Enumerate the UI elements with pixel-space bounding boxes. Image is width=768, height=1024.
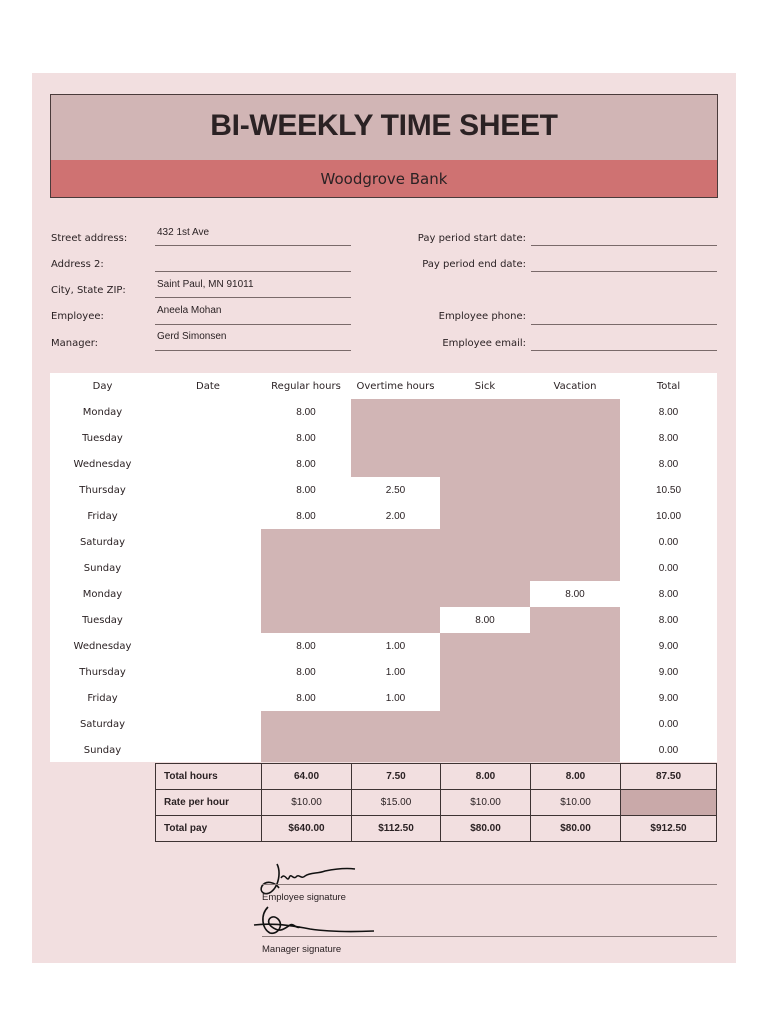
sick-cell[interactable] <box>440 451 530 477</box>
summary-total-hours-sick: 8.00 <box>440 763 531 790</box>
date-cell[interactable] <box>155 529 261 555</box>
manager-label: Manager: <box>51 338 99 349</box>
day-cell: Sunday <box>83 744 122 756</box>
company-name: Woodgrove Bank <box>320 170 448 188</box>
total-cell: 9.00 <box>658 692 679 704</box>
regular-hours-cell[interactable] <box>261 737 351 763</box>
sick-cell[interactable] <box>440 711 530 737</box>
total-cell: 8.00 <box>658 432 679 444</box>
overtime-hours-cell[interactable]: 1.00 <box>385 692 406 704</box>
sick-cell[interactable] <box>440 477 530 503</box>
date-cell[interactable] <box>155 503 261 529</box>
day-cell: Wednesday <box>73 640 132 652</box>
regular-hours-cell[interactable]: 8.00 <box>296 692 316 704</box>
vacation-cell[interactable] <box>530 659 620 685</box>
summary-total-pay-sick: $80.00 <box>440 815 531 842</box>
summary-total-hours-total: 87.50 <box>620 763 717 790</box>
sick-cell[interactable] <box>440 737 530 763</box>
regular-hours-cell[interactable]: 8.00 <box>296 458 316 470</box>
overtime-hours-cell[interactable] <box>351 607 440 633</box>
date-cell[interactable] <box>155 581 261 607</box>
date-cell[interactable] <box>155 399 261 425</box>
regular-hours-cell[interactable]: 8.00 <box>296 666 316 678</box>
overtime-hours-cell[interactable]: 1.00 <box>385 666 406 678</box>
overtime-hours-cell[interactable] <box>351 737 440 763</box>
sick-cell[interactable] <box>440 503 530 529</box>
title-banner <box>50 94 718 162</box>
employee-signature-line <box>262 884 717 885</box>
sick-cell[interactable] <box>440 581 530 607</box>
summary-total-pay-regular: $640.00 <box>261 815 352 842</box>
total-cell: 0.00 <box>658 536 679 548</box>
date-cell[interactable] <box>155 633 261 659</box>
overtime-hours-cell[interactable] <box>351 555 440 581</box>
summary-rate-per-hour-sick[interactable]: $10.00 <box>440 789 531 816</box>
pay-period-start-line <box>531 245 717 246</box>
city-state-zip-value[interactable]: Saint Paul, MN 91011 <box>157 279 254 290</box>
overtime-hours-cell[interactable] <box>351 529 440 555</box>
company-banner <box>50 160 718 198</box>
employee-signature-label: Employee signature <box>262 892 346 903</box>
vacation-cell[interactable] <box>530 477 620 503</box>
day-cell: Tuesday <box>82 614 123 626</box>
summary-total-hours-vacation: 8.00 <box>530 763 621 790</box>
summary-total-hours-overtime: 7.50 <box>351 763 441 790</box>
regular-hours-cell[interactable] <box>261 529 351 555</box>
vacation-cell[interactable] <box>530 555 620 581</box>
total-cell: 10.00 <box>655 510 682 522</box>
day-cell: Friday <box>87 692 118 704</box>
vacation-cell[interactable] <box>530 451 620 477</box>
overtime-hours-cell[interactable] <box>351 425 440 451</box>
summary-rate-per-hour-total <box>620 789 717 816</box>
sick-cell[interactable] <box>440 633 530 659</box>
regular-hours-cell[interactable]: 8.00 <box>296 432 316 444</box>
pay-period-end-line <box>531 271 717 272</box>
sick-cell[interactable] <box>440 529 530 555</box>
vacation-cell[interactable] <box>530 685 620 711</box>
employee-phone-label: Employee phone: <box>438 311 526 322</box>
column-header-day: Day <box>92 380 113 392</box>
date-cell[interactable] <box>155 659 261 685</box>
summary-total-pay-vacation: $80.00 <box>530 815 621 842</box>
manager-signature-line <box>262 936 717 937</box>
pay-period-start-label: Pay period start date: <box>417 233 526 244</box>
overtime-hours-cell[interactable] <box>351 399 440 425</box>
manager-line <box>155 350 351 351</box>
street-address-label: Street address: <box>51 233 128 244</box>
column-header-total: Total <box>656 380 681 392</box>
date-cell[interactable] <box>155 477 261 503</box>
column-header-vacation: Vacation <box>553 380 597 392</box>
summary-rate-per-hour-vacation[interactable]: $10.00 <box>530 789 621 816</box>
regular-hours-cell[interactable]: 8.00 <box>296 484 316 496</box>
day-cell: Saturday <box>79 718 126 730</box>
day-cell: Wednesday <box>73 458 132 470</box>
sick-cell[interactable] <box>440 555 530 581</box>
regular-hours-cell[interactable]: 8.00 <box>296 640 316 652</box>
manager-signature-mark <box>250 905 380 945</box>
column-header-regular-hours: Regular hours <box>271 380 341 392</box>
vacation-cell[interactable] <box>530 503 620 529</box>
total-cell: 0.00 <box>658 562 679 574</box>
day-cell: Monday <box>82 588 123 600</box>
day-cell: Thursday <box>79 666 126 678</box>
street-address-value[interactable]: 432 1st Ave <box>157 227 210 238</box>
day-cell: Sunday <box>83 562 122 574</box>
employee-email-label: Employee email: <box>442 338 526 349</box>
summary-total-pay-total: $912.50 <box>620 815 717 842</box>
column-header-sick: Sick <box>474 380 496 392</box>
city-state-zip-line <box>155 297 351 298</box>
sick-cell[interactable] <box>440 659 530 685</box>
summary-rate-per-hour-regular[interactable]: $10.00 <box>261 789 352 816</box>
employee-line <box>155 324 351 325</box>
overtime-hours-cell[interactable]: 2.50 <box>385 484 406 496</box>
vacation-cell[interactable] <box>530 425 620 451</box>
total-cell: 0.00 <box>658 744 679 756</box>
total-cell: 9.00 <box>658 666 679 678</box>
column-header-date: Date <box>196 380 220 392</box>
vacation-cell[interactable] <box>530 607 620 633</box>
regular-hours-cell[interactable] <box>261 607 351 633</box>
summary-row-label-total-hours: Total hours <box>155 763 262 790</box>
summary-total-pay-overtime: $112.50 <box>351 815 441 842</box>
regular-hours-cell[interactable] <box>261 555 351 581</box>
address2-label: Address 2: <box>51 259 104 270</box>
employee-email-line <box>531 350 717 351</box>
day-cell: Friday <box>87 510 118 522</box>
summary-row-label-total-pay: Total pay <box>155 815 262 842</box>
summary-rate-per-hour-overtime[interactable]: $15.00 <box>351 789 441 816</box>
day-cell: Monday <box>82 406 123 418</box>
total-cell: 9.00 <box>658 640 679 652</box>
overtime-hours-cell[interactable] <box>351 581 440 607</box>
vacation-cell[interactable] <box>530 529 620 555</box>
summary-table <box>155 763 717 841</box>
regular-hours-cell[interactable]: 8.00 <box>296 510 316 522</box>
vacation-cell[interactable]: 8.00 <box>565 588 585 600</box>
total-cell: 0.00 <box>658 718 679 730</box>
date-cell[interactable] <box>155 425 261 451</box>
manager-signature-label: Manager signature <box>262 944 342 955</box>
summary-total-hours-regular: 64.00 <box>261 763 352 790</box>
date-cell[interactable] <box>155 685 261 711</box>
day-cell: Thursday <box>79 484 126 496</box>
day-cell: Tuesday <box>82 432 123 444</box>
vacation-cell[interactable] <box>530 711 620 737</box>
date-cell[interactable] <box>155 451 261 477</box>
total-cell: 8.00 <box>658 406 679 418</box>
page-title: BI-WEEKLY TIME SHEET <box>210 109 558 142</box>
pay-period-end-label: Pay period end date: <box>422 259 526 270</box>
day-cell: Saturday <box>79 536 126 548</box>
sick-cell[interactable] <box>440 685 530 711</box>
overtime-hours-cell[interactable]: 1.00 <box>385 640 406 652</box>
vacation-cell[interactable] <box>530 737 620 763</box>
date-cell[interactable] <box>155 607 261 633</box>
overtime-hours-cell[interactable] <box>351 451 440 477</box>
address2-line <box>155 271 351 272</box>
overtime-hours-cell[interactable]: 2.00 <box>385 510 406 522</box>
regular-hours-cell[interactable] <box>261 711 351 737</box>
city-state-zip-label: City, State ZIP: <box>51 285 126 296</box>
employee-value[interactable]: Aneela Mohan <box>157 305 222 316</box>
sick-cell[interactable]: 8.00 <box>475 614 495 626</box>
date-cell[interactable] <box>155 711 261 737</box>
vacation-cell[interactable] <box>530 399 620 425</box>
sick-cell[interactable] <box>440 425 530 451</box>
vacation-cell[interactable] <box>530 633 620 659</box>
employee-phone-line <box>531 324 717 325</box>
employee-label: Employee: <box>51 311 104 322</box>
regular-hours-cell[interactable]: 8.00 <box>296 406 316 418</box>
sick-cell[interactable] <box>440 399 530 425</box>
date-cell[interactable] <box>155 737 261 763</box>
overtime-hours-cell[interactable] <box>351 711 440 737</box>
total-cell: 8.00 <box>658 458 679 470</box>
total-cell: 10.50 <box>655 484 682 496</box>
regular-hours-cell[interactable] <box>261 581 351 607</box>
total-cell: 8.00 <box>658 614 679 626</box>
total-cell: 8.00 <box>658 588 679 600</box>
street-address-line <box>155 245 351 246</box>
manager-value[interactable]: Gerd Simonsen <box>157 331 227 342</box>
summary-row-label-rate-per-hour: Rate per hour <box>155 789 262 816</box>
date-cell[interactable] <box>155 555 261 581</box>
column-header-overtime-hours: Overtime hours <box>356 380 435 392</box>
